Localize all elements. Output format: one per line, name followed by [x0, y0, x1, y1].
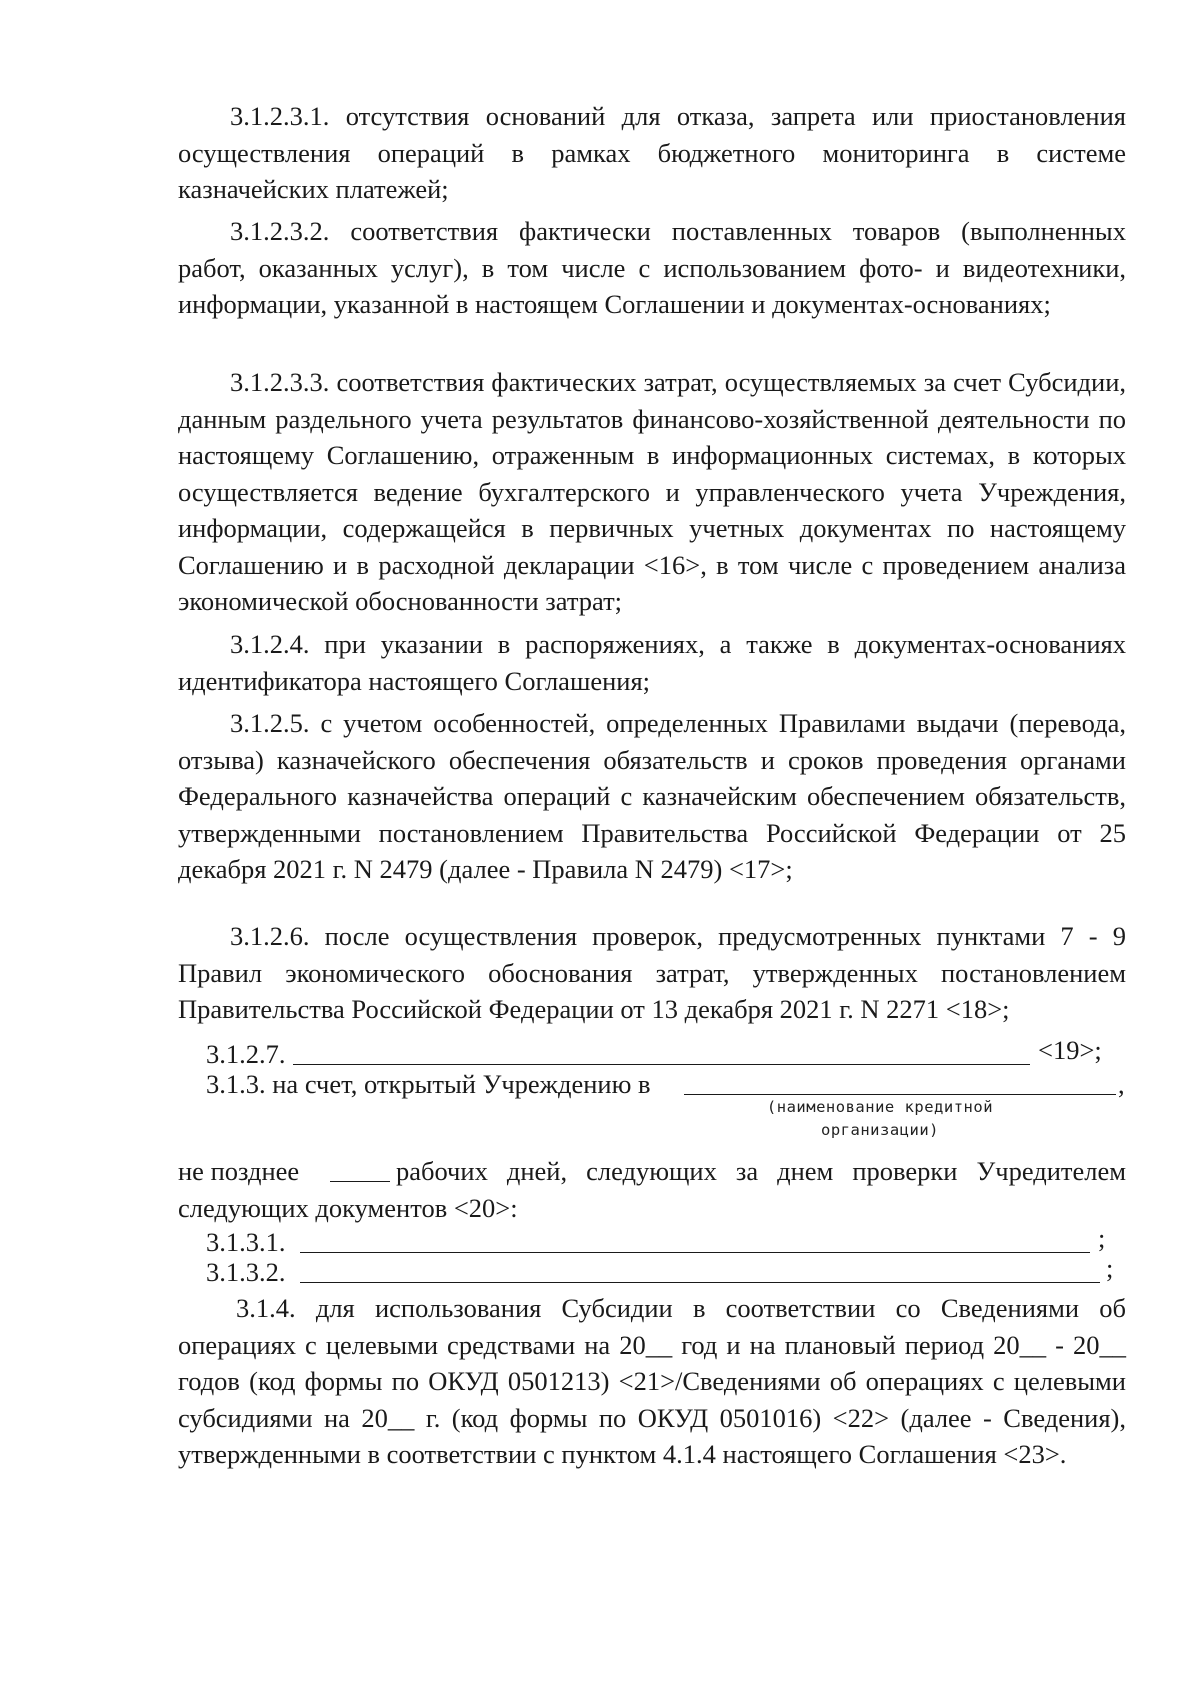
paragraph-3-1-2-5: 3.1.2.5. с учетом особенностей, определенных Правилами выдачи (перевода, отзыва) казначейского обеспечения обязательств и сроков проведения органами Федерального казначейства операций с казначейским обеспечением обязательств, утвержденными постановлением Правительства Российской Федерации от 25 декабря 2021 г. N 2479 (далее - Правила N 2479) <17>; [178, 708, 1126, 884]
item-label: 3.1.2.7. [206, 1039, 286, 1069]
deadline-prefix: не позднее [178, 1156, 300, 1186]
paragraph-3-1-2-6: 3.1.2.6. после осуществления проверок, предусмотренных пунктами 7 - 9 Правил экономического обоснования затрат, утвержденных постановлением Правительства Российской Федерации от 13 декабря 2021 г. N 2271 <18>; [178, 921, 1126, 1024]
paragraph-3-1-3-2: 3.1.3.2. [206, 1257, 286, 1287]
paragraph-3-1-4: 3.1.4. для использования Субсидии в соответствии со Сведениями об операциях с целевыми средствами на 20__ год и на плановый период 20__ - 20__ годов (код формы по ОКУД 0501213) <21>/Сведениями об операциях с целевыми субсидиями на 20__ г. (код формы по ОКУД 0501016) <22> (далее - Сведения), утвержденными в соответствии с пунктом 4.1.4 настоящего Соглашения <23>. [178, 1293, 1126, 1469]
semicolon-3-1-3-2: ; [1106, 1253, 1114, 1283]
comma-3-1-3: , [1118, 1069, 1125, 1099]
paragraph-3-1-2-3-3: 3.1.2.3.3. соответствия фактических затрат, осуществляемых за счет Субсидии, данным раздельного учета результатов финансово-хозяйственной деятельности по настоящему Соглашению, отраженным в информационных системах, в которых осуществляется ведение бухгалтерского и управленческого учета Учреждения, информации, содержащейся в первичных учетных документах по настоящему Соглашению и в расходной декларации <16>, в том числе с проведением анализа экономической обоснованности затрат; [178, 367, 1126, 616]
bank-name-caption [720, 1096, 1040, 1142]
footnote-ref-19: <19>; [1038, 1035, 1102, 1065]
paragraph-3-1-2-3-2: 3.1.2.3.2. соответствия фактически поставленных товаров (выполненных работ, оказанных услуг), в том числе с использованием фото- и видеотехники, информации, указанной в настоящем Соглашении и документах-основаниях; [178, 216, 1126, 319]
paragraph-3-1-3: 3.1.3. на счет, открытый Учреждению в [206, 1069, 651, 1099]
paragraph-3-1-3-1: 3.1.3.1. [206, 1227, 286, 1257]
paragraph-3-1-2-3-1: 3.1.2.3.1. отсутствия оснований для отказа, запрета или приостановления осуществления операций в рамках бюджетного мониторинга в системе казначейских платежей; [178, 101, 1126, 204]
bank-note-line-1: (наименование кредитной [766, 1098, 994, 1116]
bank-note-line-2: организации) [821, 1121, 939, 1139]
paragraph-3-1-2-4: 3.1.2.4. при указании в распоряжениях, а также в документах-основаниях идентификатора настоящего Соглашения; [178, 629, 1126, 696]
semicolon-3-1-3-1: ; [1098, 1223, 1106, 1253]
deadline-text: рабочих дней, следующих за днем проверки Учредителем следующих документов <20>: [178, 1156, 1126, 1223]
